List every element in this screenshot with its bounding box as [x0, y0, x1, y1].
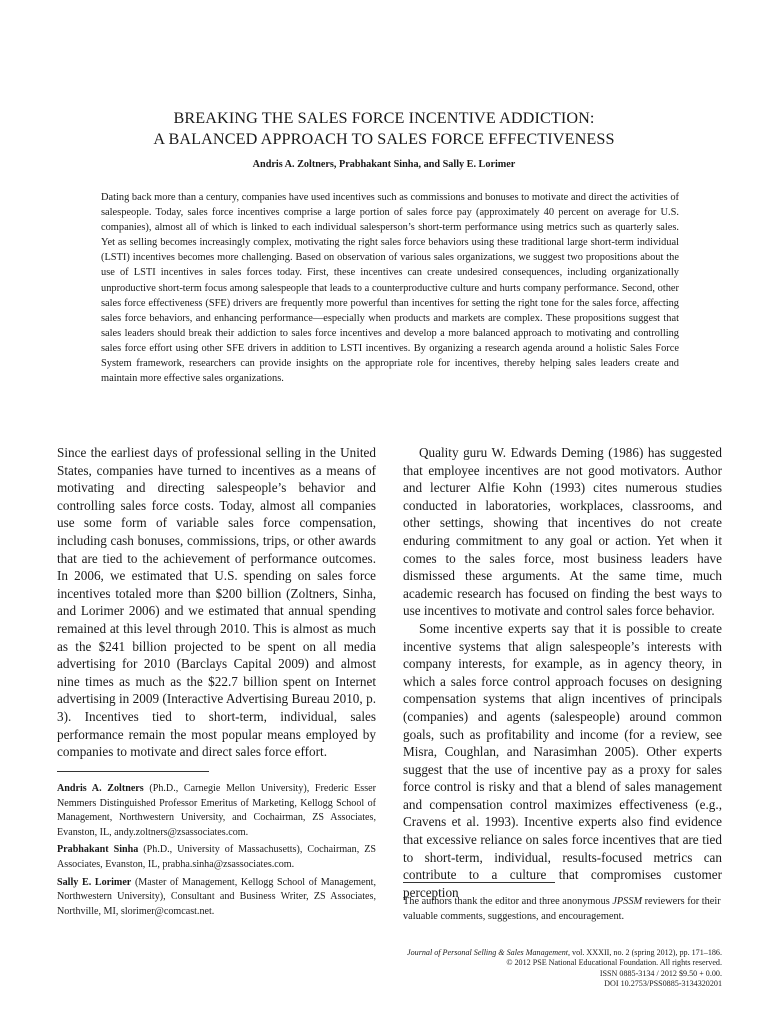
article-title [0, 108, 768, 150]
affiliation-name: Sally E. Lorimer [57, 876, 132, 888]
affiliation-text: (Ph.D., Carnegie Mellon University), Frederic Esser Nemmers Distinguished Professor Emeritus of Marketing, Kellogg School of Management, Northwestern University, and Cochairman, ZS Associates, Evanston, IL, andy.zoltners@zsassociates.com. [57, 783, 376, 838]
journal-info [382, 948, 722, 990]
journal-issn: ISSN 0885-3134 / 2012 $9.50 + 0.00. [599, 968, 722, 978]
affiliation-entry [57, 782, 376, 840]
affiliation-name: Prabhakant Sinha [57, 844, 139, 856]
journal-citation-line [382, 948, 722, 958]
journal-doi: DOI 10.2753/PSS0885-3134320201 [604, 979, 722, 989]
ack-journal-abbr: JPSSM [612, 896, 643, 907]
ack-text: reviewers for their valuable comments, suggestions, and encouragement. [403, 896, 721, 922]
affiliation-entry [57, 876, 376, 920]
abstract: Dating back more than a century, companies have used incentives such as commissions and bonuses to motivate and direct the activities of salespeople. Today, sales force incentives comprise a large portion of sales force pay (approximately 40 percent on average for U.S. companies), almost all of which is linked to each individual salesperson’s short-term performance using metrics such as quarterly sales. Yet as selling becomes increasingly complex, motivating the right sales force behaviors using these traditional large short-term individual (LSTI) incentives becomes more challenging. Based on observation of various sales organizations, we suggest two propositions about the use of LSTI incentives in sales forces today. First, these incentives can create undesired consequences, including organizationally unproductive short-term focus among salespeople that leads to a counterproductive culture and hurts company performance. Second, other sales force effectiveness (SFE) drivers are frequently more powerful than incentives for setting the right tone for the sales force, affecting sales force behaviors, and enhancing performance—especially when products and markets are complex. These propositions suggest that sales leaders should break their addiction to sales force incentives and develop a more balanced approach to motivating and controlling sales force effort using other SFE drivers in addition to LSTI incentives. By organizing a research agenda around a holistic Sales Force System framework, researchers can provide insights on the appropriate role for incentives, thereby helping sales leaders create and maintain more effective sales organizations. [101, 192, 679, 385]
affiliation-name: Andris A. Zoltners [57, 783, 144, 794]
journal-name: Journal of Personal Selling & Sales Management, [407, 948, 571, 957]
ack-text: The authors thank the editor and three anonymous [403, 896, 613, 907]
title-line-2: A BALANCED APPROACH TO SALES FORCE EFFECTIVENESS [153, 130, 615, 148]
body-column-left [57, 444, 376, 761]
author-list: Andris A. Zoltners, Prabhakant Sinha, and Sally E. Lorimer [252, 159, 516, 170]
author-affiliations [57, 782, 376, 922]
acknowledgment [403, 895, 722, 924]
affiliation-text: (Ph.D., University of Massachusetts), Cochairman, ZS Associates, Evanston, IL, prabha.sinha@zsassociates.com. [57, 844, 376, 870]
affiliation-text: (Master of Management, Kellogg School of Management, Northwestern University), Consultant and Business Writer, ZS Associates, Northville, MI, slorimer@comcast.net. [57, 876, 376, 917]
title-line-1: BREAKING THE SALES FORCE INCENTIVE ADDICTION: [173, 109, 595, 127]
body-paragraph: Quality guru W. Edwards Deming (1986) has suggested that employee incentives are not good motivators. Author and lecturer Alfie Kohn (1993) cites numerous studies conducted in laboratories, workplaces, classrooms, and other settings, showing that incentives do not create enduring commitment to any goal or action. Yet when it comes to the sales force, most business leaders have dismissed these arguments. At the same time, much academic research has focused on finding the best ways to use incentives to motivate and control sales force behavior. [403, 445, 722, 619]
affiliation-entry [57, 843, 376, 872]
footnote-divider [57, 771, 209, 772]
body-column-right [403, 444, 722, 901]
body-paragraph: Since the earliest days of professional selling in the United States, companies have turned to incentives as a means of motivating and directing salespeople’s behavior and controlling sales force costs. Today, almost all companies use some form of variable sales force compensation, including cash bonuses, commissions, trips, or other awards that are tied to the achievement of performance outcomes. In 2006, we estimated that U.S. spending on sales force incentives totaled more than $200 billion (Zoltners, Sinha, and Lorimer 2006) and we estimated that annual spending remained at this level through 2010. This is almost as much as the $241 billion projected to be spent on all media advertising for 2010 (Barclays Capital 2009) and almost nine times as much as the $22.7 billion spent on Internet advertising in 2009 (Interactive Advertising Bureau 2010, p. 3). Incentives tied to short-term, individual, sales performance remain the most popular means employed by companies to motivate and direct sales force effort. [57, 445, 376, 760]
journal-citation: vol. XXXII, no. 2 (spring 2012), pp. 171–186. [570, 948, 722, 957]
footnote-divider [403, 882, 555, 883]
journal-copyright: © 2012 PSE National Educational Foundation. All rights reserved. [506, 958, 722, 968]
body-paragraph: Some incentive experts say that it is possible to create incentive systems that align salespeople’s interests with company interests, for example, as in agency theory, in which a sales force control approach focuses on designing compensation systems that align incentives of principals (companies) and agents (salespeople) around common goals, such as profitability and income (for a review, see Misra, Coughlan, and Narasimhan 2005). Other experts suggest that the use of incentive pay as a proxy for sales force control is risky and that a blend of sales management and compensation control maximizes effectiveness (e.g., Cravens et al. 1993). Incentive experts also find evidence that excessive reliance on sales force incentives that are tied to short-term, individual, results-focused metrics can contribute to a culture that compromises customer perception [403, 620, 722, 900]
